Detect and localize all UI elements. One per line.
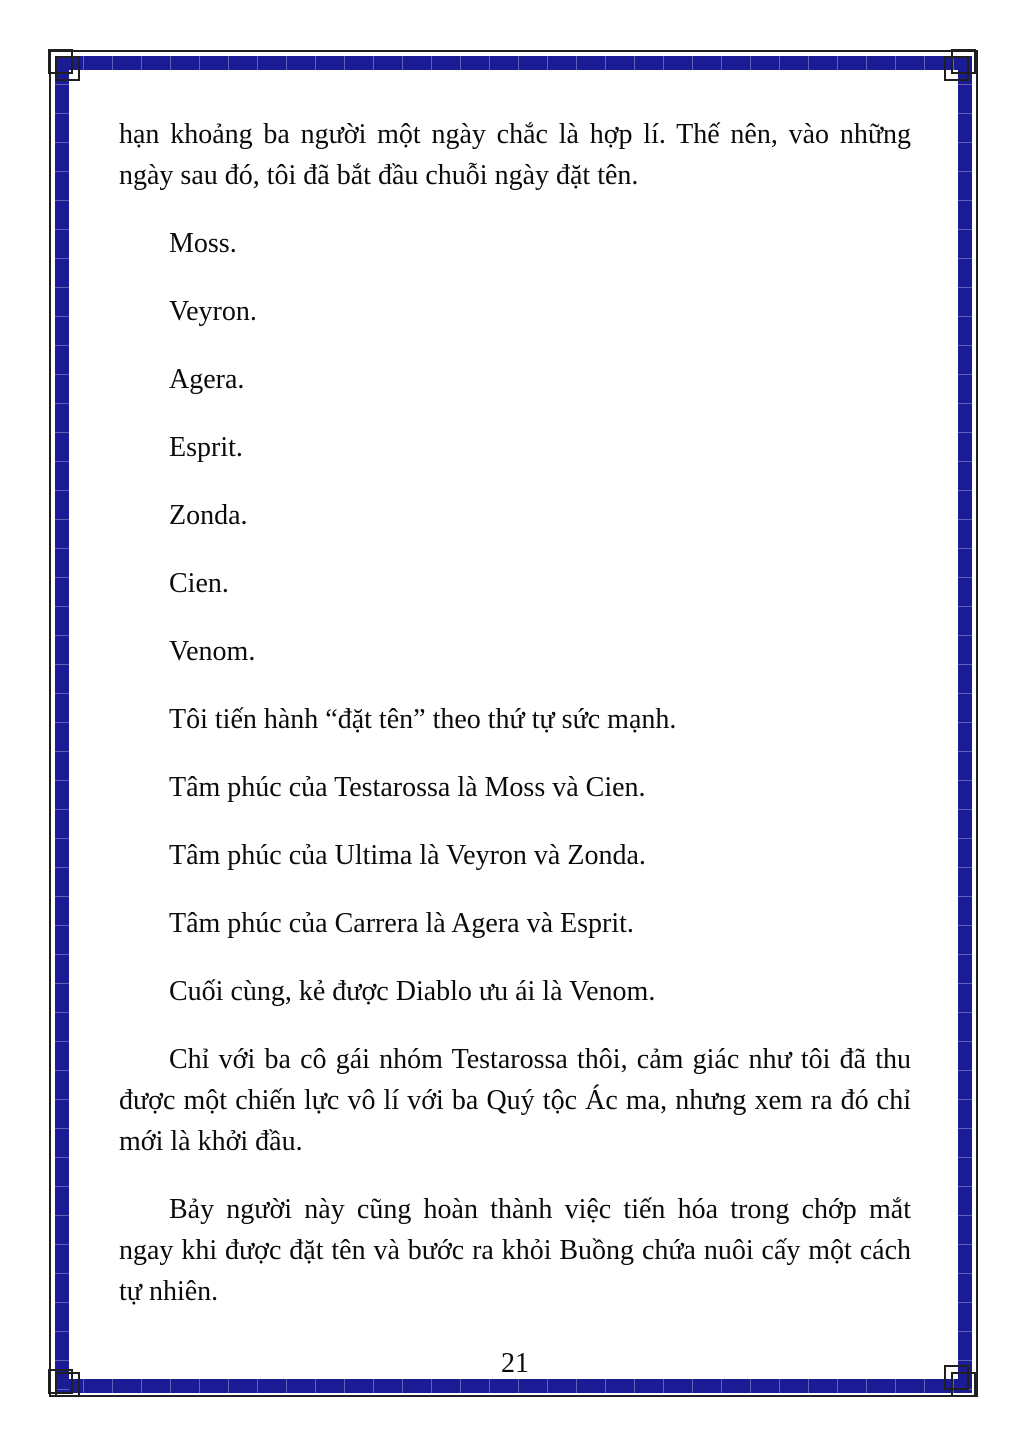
paragraph: Agera. bbox=[169, 364, 245, 395]
page-number: 21 bbox=[501, 1348, 529, 1379]
paragraph: Tâm phúc của Carrera là Agera và Esprit. bbox=[169, 908, 634, 939]
frame-band-top bbox=[55, 56, 972, 70]
corner-ornament-top-right-inner bbox=[944, 56, 969, 81]
text-content bbox=[119, 114, 911, 1384]
paragraph: Bảy người này cũng hoàn thành việc tiến hóa trong chớp mắt ngay khi được đặt tên và bước ra khỏi Buồng chứa nuôi cấy một cách tự nhiên. bbox=[119, 1194, 911, 1307]
paragraph: hạn khoảng ba người một ngày chắc là hợp lí. Thế nên, vào những ngày sau đó, tôi đã bắt đầu chuỗi ngày đặt tên. bbox=[119, 119, 911, 191]
paragraph: Tâm phúc của Ultima là Veyron và Zonda. bbox=[169, 840, 646, 871]
paragraph: Tâm phúc của Testarossa là Moss và Cien. bbox=[169, 772, 646, 803]
paragraph: Cuối cùng, kẻ được Diablo ưu ái là Venom. bbox=[169, 976, 656, 1007]
paragraph: Venom. bbox=[169, 636, 256, 667]
paragraph: Cien. bbox=[169, 568, 229, 599]
paragraph: Chỉ với ba cô gái nhóm Testarossa thôi, cảm giác như tôi đã thu được một chiến lực vô lí với ba Quý tộc Ác ma, nhưng xem ra đó chỉ mới là khởi đầu. bbox=[119, 1044, 911, 1157]
corner-ornament-bottom-left-inner bbox=[55, 1372, 80, 1397]
frame-band-left bbox=[55, 56, 69, 1393]
paragraph: Esprit. bbox=[169, 432, 243, 463]
frame-band-right bbox=[958, 56, 972, 1393]
paragraph: Tôi tiến hành “đặt tên” theo thứ tự sức mạnh. bbox=[169, 704, 677, 735]
paragraph: Moss. bbox=[169, 228, 237, 259]
paragraph: Veyron. bbox=[169, 296, 257, 327]
corner-ornament-top-left-inner bbox=[55, 56, 80, 81]
corner-ornament-bottom-right-inner bbox=[944, 1365, 969, 1390]
paragraph: Zonda. bbox=[169, 500, 248, 531]
paragraph-container bbox=[119, 114, 911, 1312]
